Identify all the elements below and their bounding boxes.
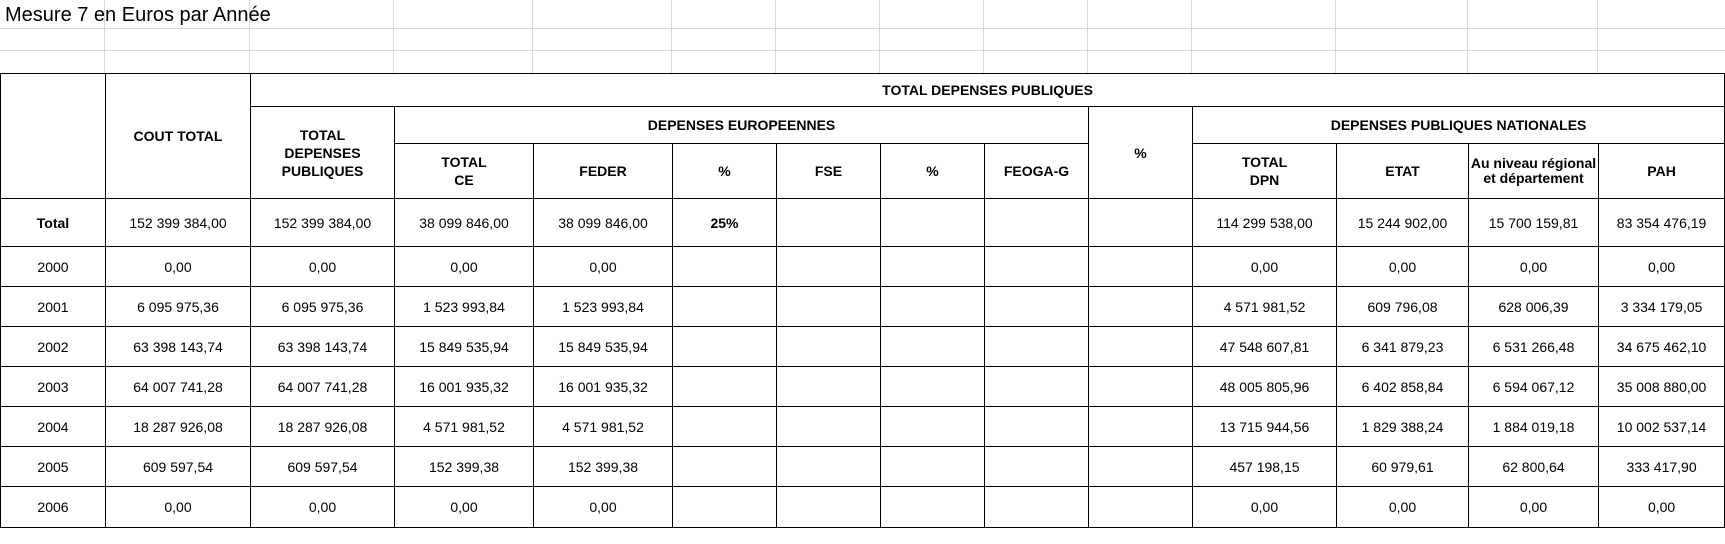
table-row bbox=[1, 287, 1725, 327]
cout-total-cell[interactable]: 6 095 975,36 bbox=[106, 287, 251, 327]
fse-cell[interactable] bbox=[777, 287, 881, 327]
etat-cell[interactable]: 0,00 bbox=[1337, 487, 1469, 528]
grid-line bbox=[1467, 0, 1468, 73]
total-depenses-publiques-cell[interactable]: 0,00 bbox=[251, 487, 395, 528]
grid-line bbox=[983, 0, 984, 73]
total-dpn-cell[interactable]: 48 005 805,96 bbox=[1193, 367, 1337, 407]
header-feder[interactable]: FEDER bbox=[534, 144, 673, 199]
feoga-g-cell[interactable] bbox=[985, 287, 1089, 327]
table-body bbox=[1, 199, 1725, 528]
total-dpn-cell[interactable]: 0,00 bbox=[1193, 487, 1337, 528]
header-depenses-publiques-nationales[interactable]: DEPENSES PUBLIQUES NATIONALES bbox=[1193, 107, 1725, 144]
total-depenses-publiques-cell[interactable]: 152 399 384,00 bbox=[251, 199, 395, 247]
total-depenses-publiques-cell[interactable]: 6 095 975,36 bbox=[251, 287, 395, 327]
header-total-depenses-publiques[interactable] bbox=[251, 107, 395, 199]
total-ce-cell[interactable]: 4 571 981,52 bbox=[395, 407, 534, 447]
header-pct-3[interactable]: % bbox=[1089, 107, 1193, 199]
pct-fse-cell[interactable] bbox=[881, 447, 985, 487]
regional-cell[interactable]: 15 700 159,81 bbox=[1469, 199, 1599, 247]
cout-total-cell[interactable]: 0,00 bbox=[106, 487, 251, 528]
fse-cell[interactable] bbox=[777, 447, 881, 487]
regional-cell[interactable]: 628 006,39 bbox=[1469, 287, 1599, 327]
corner-cell[interactable] bbox=[1, 74, 106, 199]
fse-cell[interactable] bbox=[777, 327, 881, 367]
total-dpn-cell[interactable]: 0,00 bbox=[1193, 247, 1337, 287]
pct-feoga-cell[interactable] bbox=[1089, 447, 1193, 487]
grid-line bbox=[1335, 0, 1336, 73]
total-ce-cell[interactable]: 16 001 935,32 bbox=[395, 367, 534, 407]
fse-cell[interactable] bbox=[777, 407, 881, 447]
etat-cell[interactable]: 15 244 902,00 bbox=[1337, 199, 1469, 247]
header-total-dpn[interactable] bbox=[1193, 144, 1337, 199]
header-line: Au niveau régional bbox=[1470, 155, 1597, 171]
total-depenses-publiques-cell[interactable]: 0,00 bbox=[251, 247, 395, 287]
total-depenses-publiques-cell[interactable]: 64 007 741,28 bbox=[251, 367, 395, 407]
total-ce-cell[interactable]: 38 099 846,00 bbox=[395, 199, 534, 247]
pct-feoga-cell[interactable] bbox=[1089, 367, 1193, 407]
total-ce-cell[interactable]: 15 849 535,94 bbox=[395, 327, 534, 367]
cout-total-cell[interactable]: 152 399 384,00 bbox=[106, 199, 251, 247]
total-ce-cell[interactable]: 152 399,38 bbox=[395, 447, 534, 487]
header-pah[interactable]: PAH bbox=[1599, 144, 1725, 199]
fse-cell[interactable] bbox=[777, 367, 881, 407]
row-label-cell[interactable]: 2006 bbox=[1, 487, 106, 528]
row-label-cell[interactable]: 2005 bbox=[1, 447, 106, 487]
etat-cell[interactable]: 0,00 bbox=[1337, 247, 1469, 287]
total-ce-cell[interactable]: 0,00 bbox=[395, 247, 534, 287]
pah-cell[interactable]: 35 008 880,00 bbox=[1599, 367, 1725, 407]
feder-cell[interactable]: 0,00 bbox=[534, 487, 673, 528]
header-line: DEPENSES bbox=[284, 144, 361, 161]
cout-total-cell[interactable]: 63 398 143,74 bbox=[106, 327, 251, 367]
feoga-g-cell[interactable] bbox=[985, 199, 1089, 247]
feder-cell[interactable]: 16 001 935,32 bbox=[534, 367, 673, 407]
header-cout-total[interactable]: COUT TOTAL bbox=[106, 74, 251, 199]
pct-feoga-cell[interactable] bbox=[1089, 287, 1193, 327]
header-pct-2[interactable]: % bbox=[881, 144, 985, 199]
pah-cell[interactable]: 0,00 bbox=[1599, 247, 1725, 287]
cout-total-cell[interactable]: 64 007 741,28 bbox=[106, 367, 251, 407]
pah-cell[interactable]: 333 417,90 bbox=[1599, 447, 1725, 487]
fse-cell[interactable] bbox=[777, 247, 881, 287]
feder-cell[interactable]: 1 523 993,84 bbox=[534, 287, 673, 327]
total-dpn-cell[interactable]: 457 198,15 bbox=[1193, 447, 1337, 487]
row-label-cell[interactable]: Total bbox=[1, 199, 106, 247]
pct-fse-cell[interactable] bbox=[881, 367, 985, 407]
pct-fse-cell[interactable] bbox=[881, 327, 985, 367]
header-fse[interactable]: FSE bbox=[777, 144, 881, 199]
regional-cell[interactable]: 6 531 266,48 bbox=[1469, 327, 1599, 367]
pct-fse-cell[interactable] bbox=[881, 199, 985, 247]
feoga-g-cell[interactable] bbox=[985, 447, 1089, 487]
grid-line bbox=[1597, 0, 1598, 73]
feder-cell[interactable]: 152 399,38 bbox=[534, 447, 673, 487]
pct-feder-cell[interactable] bbox=[673, 367, 777, 407]
pct-feder-cell[interactable] bbox=[673, 247, 777, 287]
grid-line bbox=[775, 0, 776, 73]
row-label-cell[interactable]: 2003 bbox=[1, 367, 106, 407]
header-depenses-europeennes[interactable]: DEPENSES EUROPEENNES bbox=[395, 107, 1089, 144]
etat-cell[interactable]: 60 979,61 bbox=[1337, 447, 1469, 487]
feoga-g-cell[interactable] bbox=[985, 247, 1089, 287]
grid-line bbox=[393, 0, 394, 73]
grid-line bbox=[879, 0, 880, 73]
header-etat[interactable]: ETAT bbox=[1337, 144, 1469, 199]
feoga-g-cell[interactable] bbox=[985, 487, 1089, 528]
pah-cell[interactable]: 0,00 bbox=[1599, 487, 1725, 528]
header-line: TOTAL bbox=[1241, 154, 1288, 170]
table-row bbox=[1, 247, 1725, 287]
feder-cell[interactable]: 0,00 bbox=[534, 247, 673, 287]
regional-cell[interactable]: 0,00 bbox=[1469, 247, 1599, 287]
pct-fse-cell[interactable] bbox=[881, 407, 985, 447]
pah-cell[interactable]: 83 354 476,19 bbox=[1599, 199, 1725, 247]
pct-feder-cell[interactable] bbox=[673, 407, 777, 447]
total-dpn-cell[interactable]: 13 715 944,56 bbox=[1193, 407, 1337, 447]
feder-cell[interactable]: 4 571 981,52 bbox=[534, 407, 673, 447]
header-line: TOTAL bbox=[441, 154, 487, 170]
etat-cell[interactable]: 1 829 388,24 bbox=[1337, 407, 1469, 447]
pct-fse-cell[interactable] bbox=[881, 487, 985, 528]
pct-feoga-cell[interactable] bbox=[1089, 199, 1193, 247]
header-total-ce[interactable] bbox=[395, 144, 534, 199]
regional-cell[interactable]: 0,00 bbox=[1469, 487, 1599, 528]
etat-cell[interactable]: 6 341 879,23 bbox=[1337, 327, 1469, 367]
header-regional[interactable] bbox=[1469, 144, 1599, 199]
total-depenses-publiques-cell[interactable]: 609 597,54 bbox=[251, 447, 395, 487]
pah-cell[interactable]: 10 002 537,14 bbox=[1599, 407, 1725, 447]
feoga-g-cell[interactable] bbox=[985, 327, 1089, 367]
sheet-title[interactable]: Mesure 7 en Euros par Année bbox=[5, 4, 271, 26]
header-row-2 bbox=[1, 107, 1725, 144]
sheet-grid bbox=[0, 0, 1725, 73]
table-row bbox=[1, 487, 1725, 528]
total-dpn-cell[interactable]: 114 299 538,00 bbox=[1193, 199, 1337, 247]
grid-line bbox=[1191, 0, 1192, 73]
pct-feder-cell[interactable] bbox=[673, 487, 777, 528]
row-label-cell[interactable]: 2001 bbox=[1, 287, 106, 327]
pct-feder-cell[interactable] bbox=[673, 447, 777, 487]
table-row bbox=[1, 199, 1725, 247]
etat-cell[interactable]: 6 402 858,84 bbox=[1337, 367, 1469, 407]
grid-line bbox=[532, 0, 533, 73]
row-label-cell[interactable]: 2004 bbox=[1, 407, 106, 447]
pct-fse-cell[interactable] bbox=[881, 247, 985, 287]
feoga-g-cell[interactable] bbox=[985, 407, 1089, 447]
total-depenses-publiques-cell[interactable]: 63 398 143,74 bbox=[251, 327, 395, 367]
header-line: et département bbox=[1483, 170, 1584, 186]
total-ce-cell[interactable]: 1 523 993,84 bbox=[395, 287, 534, 327]
feoga-g-cell[interactable] bbox=[985, 367, 1089, 407]
grid-line bbox=[1087, 0, 1088, 73]
fse-cell[interactable] bbox=[777, 487, 881, 528]
total-ce-cell[interactable]: 0,00 bbox=[395, 487, 534, 528]
expenses-table bbox=[0, 73, 1725, 528]
pct-feoga-cell[interactable] bbox=[1089, 407, 1193, 447]
pct-feoga-cell[interactable] bbox=[1089, 487, 1193, 528]
regional-cell[interactable]: 62 800,64 bbox=[1469, 447, 1599, 487]
grid-line bbox=[671, 0, 672, 73]
table-row bbox=[1, 407, 1725, 447]
cout-total-cell[interactable]: 609 597,54 bbox=[106, 447, 251, 487]
header-line: DPN bbox=[1249, 172, 1280, 188]
header-line: PUBLIQUES bbox=[281, 162, 364, 179]
pct-fse-cell[interactable] bbox=[881, 287, 985, 327]
pct-feder-cell[interactable] bbox=[673, 287, 777, 327]
table-row bbox=[1, 327, 1725, 367]
regional-cell[interactable]: 1 884 019,18 bbox=[1469, 407, 1599, 447]
total-dpn-cell[interactable]: 47 548 607,81 bbox=[1193, 327, 1337, 367]
pct-feoga-cell[interactable] bbox=[1089, 247, 1193, 287]
header-line: TOTAL bbox=[299, 126, 346, 143]
cout-total-cell[interactable]: 18 287 926,08 bbox=[106, 407, 251, 447]
cout-total-cell[interactable]: 0,00 bbox=[106, 247, 251, 287]
pct-feder-cell[interactable] bbox=[673, 327, 777, 367]
pah-cell[interactable]: 34 675 462,10 bbox=[1599, 327, 1725, 367]
total-depenses-publiques-cell[interactable]: 18 287 926,08 bbox=[251, 407, 395, 447]
header-total-depenses-publiques-group[interactable]: TOTAL DEPENSES PUBLIQUES bbox=[251, 74, 1725, 107]
pct-feoga-cell[interactable] bbox=[1089, 327, 1193, 367]
pah-cell[interactable]: 3 334 179,05 bbox=[1599, 287, 1725, 327]
etat-cell[interactable]: 609 796,08 bbox=[1337, 287, 1469, 327]
regional-cell[interactable]: 6 594 067,12 bbox=[1469, 367, 1599, 407]
table-row bbox=[1, 447, 1725, 487]
table-row bbox=[1, 367, 1725, 407]
header-row-1 bbox=[1, 74, 1725, 107]
fse-cell[interactable] bbox=[777, 199, 881, 247]
pct-feder-cell[interactable]: 25% bbox=[673, 199, 777, 247]
header-line: CE bbox=[454, 172, 474, 188]
total-dpn-cell[interactable]: 4 571 981,52 bbox=[1193, 287, 1337, 327]
feder-cell[interactable]: 38 099 846,00 bbox=[534, 199, 673, 247]
header-pct-1[interactable]: % bbox=[673, 144, 777, 199]
feder-cell[interactable]: 15 849 535,94 bbox=[534, 327, 673, 367]
row-label-cell[interactable]: 2000 bbox=[1, 247, 106, 287]
header-feoga-g[interactable]: FEOGA-G bbox=[985, 144, 1089, 199]
row-label-cell[interactable]: 2002 bbox=[1, 327, 106, 367]
